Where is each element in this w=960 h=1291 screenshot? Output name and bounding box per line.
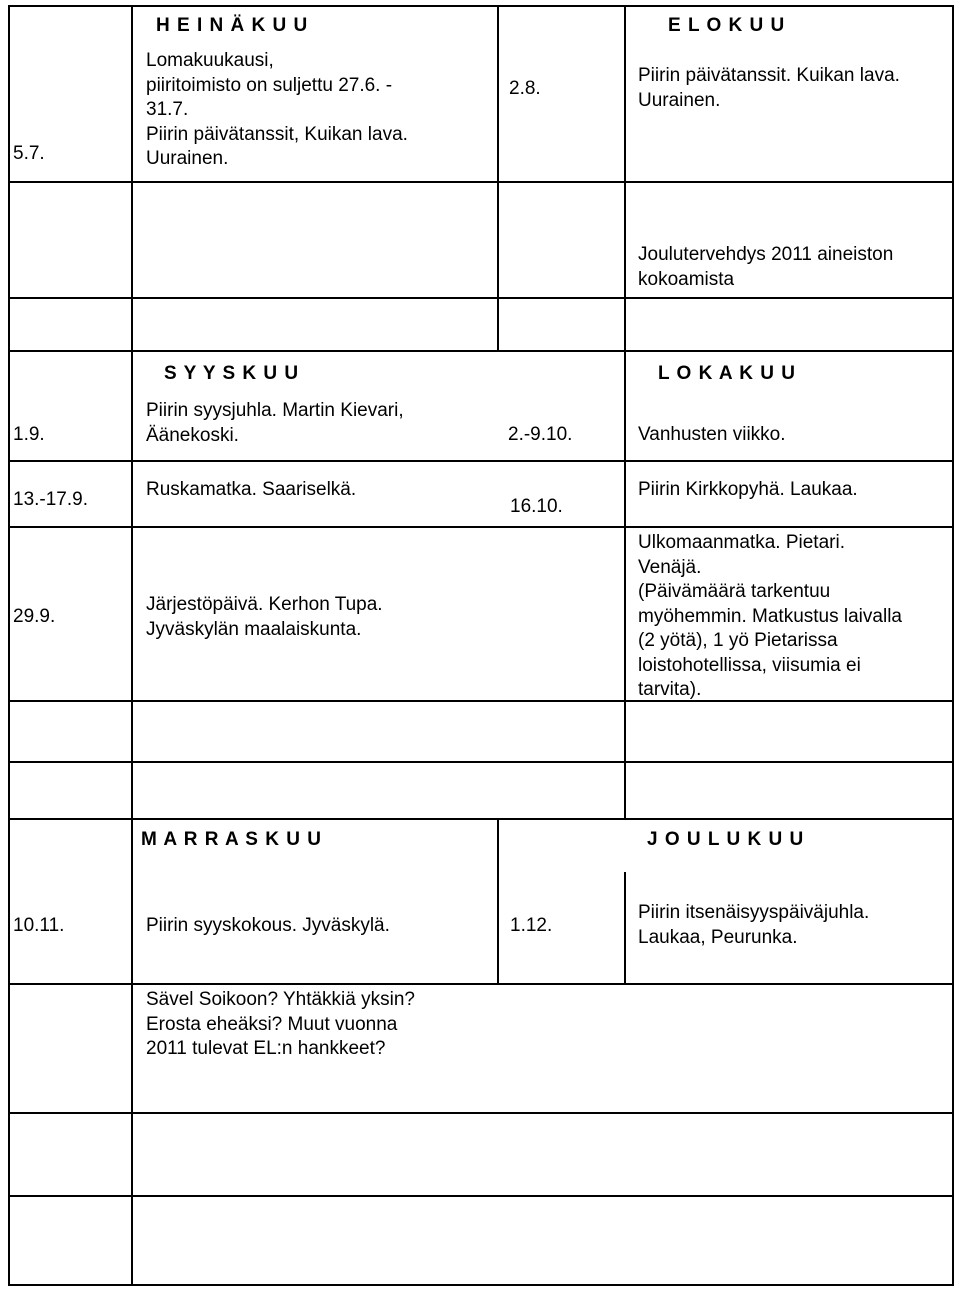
row-divider (8, 983, 953, 985)
row-divider (8, 1112, 953, 1114)
event-date: 1.12. (510, 915, 553, 936)
event-description: Piirin Kirkkopyhä. Laukaa. (638, 479, 858, 500)
row-divider (8, 460, 953, 462)
month-heading-marraskuu: M A R R A S K U U (141, 829, 322, 850)
month-heading-lokakuu: L O K A K U U (658, 363, 796, 384)
right-date-column-divider (624, 5, 626, 819)
event-description: Vanhusten viikko. (638, 424, 786, 445)
month-heading-syyskuu: S Y Y S K U U (164, 363, 300, 384)
left-border (8, 5, 10, 1286)
row-divider (8, 350, 953, 352)
month-heading-elokuu: E L O K U U (668, 15, 786, 36)
row-divider (8, 818, 953, 820)
event-description: Joulutervehdys 2011 aineiston kokoamista (638, 244, 894, 290)
row-divider (8, 526, 953, 528)
event-description: Järjestöpäivä. Kerhon Tupa. Jyväskylän maalaiskunta. (146, 594, 383, 640)
event-date: 13.-17.9. (13, 489, 88, 510)
right-date-column-divider-block3 (624, 872, 626, 983)
top-border-right (497, 5, 953, 7)
event-description: Ruskamatka. Saariselkä. (146, 479, 357, 500)
event-description: Piirin itsenäisyyspäiväjuhla. Laukaa, Peurunka. (638, 902, 870, 948)
bottom-border (8, 1284, 953, 1286)
event-description: Piirin syysjuhla. Martin Kievari, Äänekoski. (146, 400, 404, 446)
row-divider (8, 1195, 953, 1197)
month-heading-heinakuu: H E I N Ä K U U (156, 15, 309, 36)
month-heading-joulukuu: J O U L U K U U (647, 829, 805, 850)
left-date-column-divider (131, 5, 133, 1286)
event-date: 29.9. (13, 606, 56, 627)
event-description: Lomakuukausi, piiritoimisto on suljettu 27.6. - 31.7. Piirin päivätanssit, Kuikan lava. Uurainen. (146, 50, 408, 169)
event-date: 5.7. (13, 143, 45, 164)
event-date: 10.11. (13, 915, 65, 936)
event-date: 2.8. (509, 78, 541, 99)
event-description: Piirin syyskokous. Jyväskylä. (146, 915, 390, 936)
event-description: Sävel Soikoon? Yhtäkkiä yksin? Erosta eheäksi? Muut vuonna 2011 tulevat EL:n hankkeet? (146, 989, 415, 1059)
event-date: 1.9. (13, 424, 45, 445)
row-divider (8, 297, 953, 299)
row-divider (8, 181, 953, 183)
right-border (952, 5, 954, 1286)
event-description: Piirin päivätanssit. Kuikan lava. Uurainen. (638, 65, 900, 111)
event-description: Ulkomaanmatka. Pietari. Venäjä. (Päivämäärä tarkentuu myöhemmin. Matkustus laivalla (2 yötä), 1 yö Pietarissa loistohotellissa, viisumia ei tarvita). (638, 532, 902, 700)
event-date: 2.-9.10. (508, 424, 573, 445)
event-date: 16.10. (510, 496, 563, 517)
top-border-left (8, 5, 498, 7)
center-divider-block3 (497, 818, 499, 983)
row-divider (8, 761, 953, 763)
